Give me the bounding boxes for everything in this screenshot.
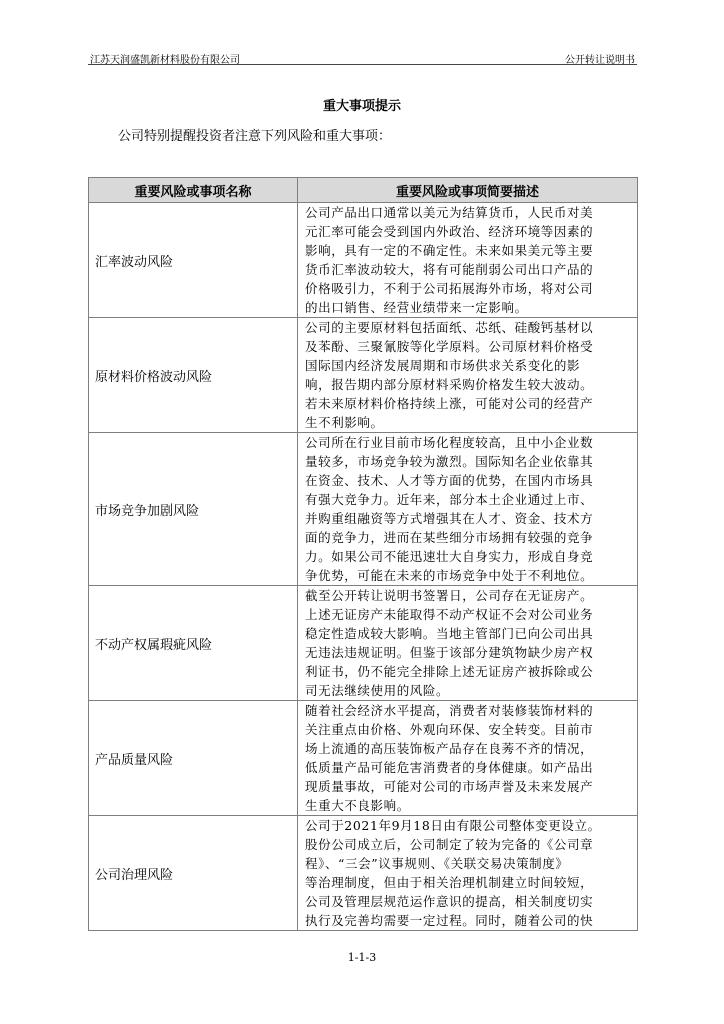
description-line: 货币汇率波动较大，将有可能削弱公司出口产品的 xyxy=(305,262,594,277)
description-line: 及苯酚、三聚氰胺等化学原料。公司原材料价格受 xyxy=(305,339,594,354)
description-line: 随着社会经济水平提高，消费者对装修装饰材料的 xyxy=(305,703,594,718)
description-line: 的出口销售、经营业绩带来一定影响。 xyxy=(305,300,528,315)
description-line: 并购重组融资等方式增强其在人才、资金、技术方 xyxy=(305,511,594,526)
description-line: 公司所在行业目前市场化程度较高，且中小企业数 xyxy=(305,435,594,450)
table-row xyxy=(89,701,638,816)
table-row xyxy=(89,433,638,586)
table-row xyxy=(89,816,638,931)
description-line: 若未来原材料价格持续上涨，可能对公司的经营产 xyxy=(305,396,594,411)
table-row xyxy=(89,203,638,318)
description-line: 利证书，仍不能完全排除上述无证房产被拆除或公 xyxy=(305,664,594,679)
description-line: 现质量事故，可能对公司的市场声誉及未来发展产 xyxy=(305,779,594,794)
risk-name-cell: 市场竞争加剧风险 xyxy=(89,433,298,586)
description-line: 等治理制度，但由于相关治理机制建立时间较短， xyxy=(305,875,594,890)
description-line: 量较多，市场竞争较为激烈。国际知名企业依靠其 xyxy=(305,454,594,469)
description-line: 响，报告期内部分原材料采购价格发生较大波动。 xyxy=(305,377,594,392)
intro-paragraph: 公司特别提醒投资者注意下列风险和重大事项： xyxy=(118,129,392,144)
description-line: 上述无证房产未能取得不动产权证不会对公司业务 xyxy=(305,607,594,622)
description-line: 公司及管理层规范运作意识的提高，相关制度切实 xyxy=(305,894,594,909)
header-document-type: 公开转让说明书 xyxy=(565,55,635,66)
description-line: 执行及完善均需要一定过程。同时，随着公司的快 xyxy=(305,913,594,928)
risk-name-cell: 原材料价格波动风险 xyxy=(89,318,298,433)
description-line: 稳定性造成较大影响。当地主管部门已向公司出具 xyxy=(305,626,594,641)
description-line: 影响，具有一定的不确定性。未来如果美元等主要 xyxy=(305,243,594,258)
section-title: 重大事项提示 xyxy=(322,99,401,114)
risk-description-cell xyxy=(298,701,638,816)
description-line: 低质量产品可能危害消费者的身体健康。如产品出 xyxy=(305,760,594,775)
description-line: 公司产品出口通常以美元为结算货币，人民币对美 xyxy=(305,205,594,220)
description-line: 股份公司成立后，公司制定了较为完备的《公司章 xyxy=(305,837,594,852)
table-body xyxy=(89,203,638,931)
risk-name-cell: 公司治理风险 xyxy=(89,816,298,931)
description-line: 场上流通的高压装饰板产品存在良莠不齐的情况， xyxy=(305,741,594,756)
table-row xyxy=(89,318,638,433)
risk-description-cell xyxy=(298,586,638,701)
header-company-name: 江苏天润盛凯新材料股份有限公司 xyxy=(90,55,240,66)
description-line: 司无法继续使用的风险。 xyxy=(305,683,450,698)
description-line: 关注重点由价格、外观向环保、安全转变。目前市 xyxy=(305,722,594,737)
page-number: 1-1-3 xyxy=(347,951,377,964)
header-risk-description: 重要风险或事项简要描述 xyxy=(298,178,638,203)
description-line: 争优势，可能在未来的市场竞争中处于不利地位。 xyxy=(305,568,594,583)
description-line: 力。如果公司不能迅速壮大自身实力，形成自身竞 xyxy=(305,549,594,564)
description-line: 有强大竞争力。近年来，部分本土企业通过上市、 xyxy=(305,492,594,507)
risk-description-cell xyxy=(298,816,638,931)
risk-table xyxy=(88,177,638,931)
risk-description-cell xyxy=(298,318,638,433)
description-line: 面的竞争力，进而在某些细分市场拥有较强的竞争 xyxy=(305,530,594,545)
risk-name-cell: 不动产权属瑕疵风险 xyxy=(89,586,298,701)
description-line: 公司于2021年9月18日由有限公司整体变更设立。 xyxy=(305,818,601,833)
description-line: 程》、“三会”议事规则、《关联交易决策制度》 xyxy=(305,856,569,871)
description-line: 生不利影响。 xyxy=(305,415,384,430)
table-row xyxy=(89,586,638,701)
page-header xyxy=(88,40,637,65)
description-line: 国际国内经济发展周期和市场供求关系变化的影 xyxy=(305,358,581,373)
description-line: 公司的主要原材料包括面纸、芯纸、硅酸钙基材以 xyxy=(305,320,594,335)
risk-name-cell: 产品质量风险 xyxy=(89,701,298,816)
description-line: 截至公开转让说明书签署日，公司存在无证房产。 xyxy=(305,588,594,603)
table-header-row xyxy=(89,178,638,203)
description-line: 价格吸引力，不利于公司拓展海外市场，将对公司 xyxy=(305,281,594,296)
header-risk-name: 重要风险或事项名称 xyxy=(89,178,298,203)
description-line: 在资金、技术、人才等方面的优势，在国内市场具 xyxy=(305,473,594,488)
risk-description-cell xyxy=(298,203,638,318)
description-line: 无违法违规证明。但鉴于该部分建筑物缺少房产权 xyxy=(305,645,594,660)
description-line: 生重大不良影响。 xyxy=(305,798,410,813)
risk-name-cell: 汇率波动风险 xyxy=(89,203,298,318)
description-line: 元汇率可能会受到国内外政治、经济环境等因素的 xyxy=(305,224,594,239)
risk-description-cell xyxy=(298,433,638,586)
